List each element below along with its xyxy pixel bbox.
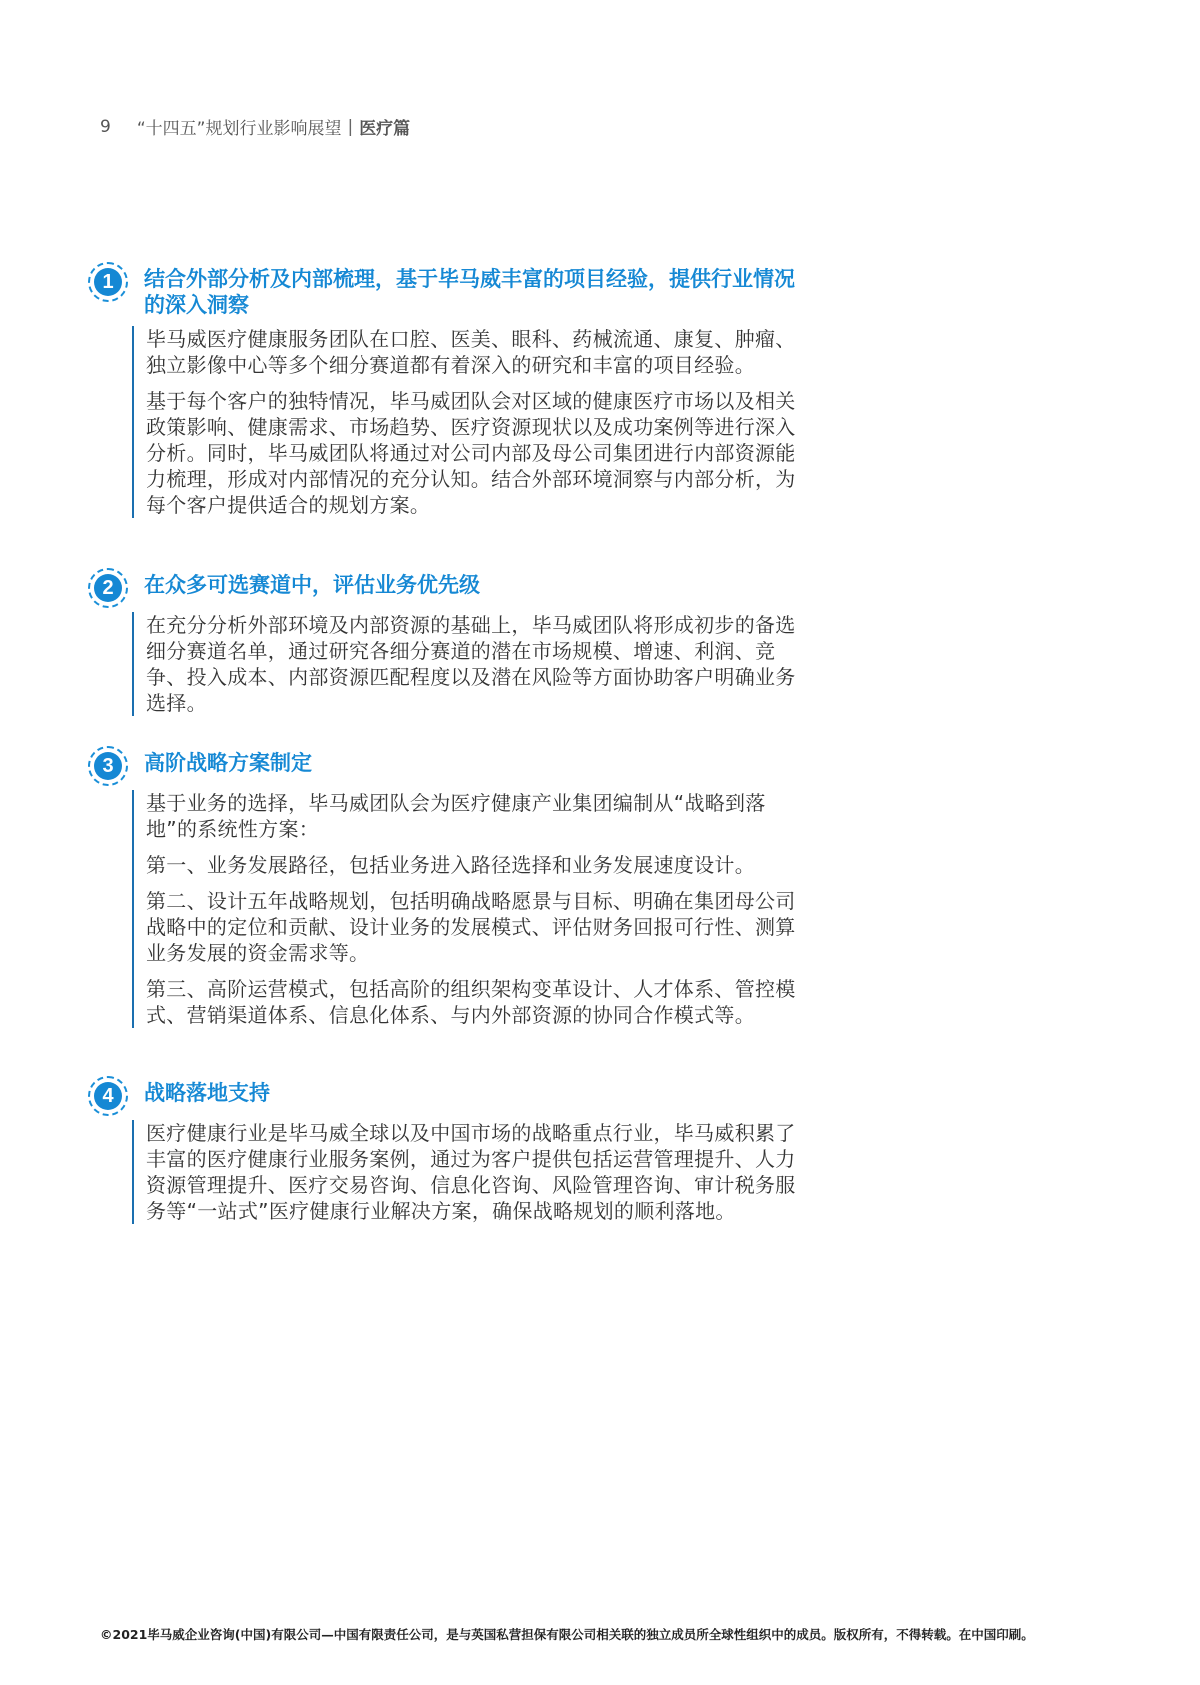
step-number-1: 1 — [94, 268, 122, 296]
step-body-2 — [132, 612, 804, 716]
step-title-1: 结合外部分析及内部梳理，基于毕马威丰富的项目经验，提供行业情况的深入洞察 — [144, 267, 795, 317]
step-number-3: 3 — [94, 752, 122, 780]
step-badge-4 — [88, 1076, 132, 1120]
copyright-footer: ©2021毕马威企业咨询(中国)有限公司—中国有限责任公司，是与英国私营担保有限公司相关联的独立成员所全球性组织中的成员。版权所有，不得转载。在中国印刷。 — [100, 1627, 1034, 1642]
step-title-2: 在众多可选赛道中，评估业务优先级 — [144, 573, 480, 597]
step-badge-1 — [88, 262, 132, 306]
page-header — [100, 114, 410, 139]
page-number: 9 — [100, 116, 111, 137]
step-title-3: 高阶战略方案制定 — [144, 751, 312, 775]
report-title: “十四五”规划行业影响展望 — [136, 119, 342, 139]
step-2-paragraph-1: 在充分分析外部环境及内部资源的基础上，毕马威团队将形成初步的备选细分赛道名单，通过研究各细分赛道的潜在市场规模、增速、利润、竞争、投入成本、内部资源匹配程度以及潜在风险等方面协助客户明确业务选择。 — [146, 613, 796, 715]
step-3-paragraph-2: 第一、业务发展路径，包括业务进入路径选择和业务发展速度设计。 — [146, 853, 755, 877]
step-title-4: 战略落地支持 — [144, 1081, 270, 1105]
step-3-paragraph-4: 第三、高阶运营模式，包括高阶的组织架构变革设计、人才体系、管控模式、营销渠道体系、信息化体系、与内外部资源的协同合作模式等。 — [146, 977, 796, 1027]
step-1-paragraph-1: 毕马威医疗健康服务团队在口腔、医美、眼科、药械流通、康复、肿瘤、独立影像中心等多个细分赛道都有着深入的研究和丰富的项目经验。 — [146, 327, 796, 377]
step-badge-2 — [88, 568, 132, 612]
step-4-paragraph-1: 医疗健康行业是毕马威全球以及中国市场的战略重点行业，毕马威积累了丰富的医疗健康行业服务案例，通过为客户提供包括运营管理提升、人力资源管理提升、医疗交易咨询、信息化咨询、风险管理咨询、审计税务服务等“一站式”医疗健康行业解决方案，确保战略规划的顺利落地。 — [146, 1121, 796, 1223]
step-number-2: 2 — [94, 574, 122, 602]
step-3-paragraph-3: 第二、设计五年战略规划，包括明确战略愿景与目标、明确在集团母公司战略中的定位和贡献、设计业务的发展模式、评估财务回报可行性、测算业务发展的资金需求等。 — [146, 889, 796, 965]
step-1-paragraph-2: 基于每个客户的独特情况，毕马威团队会对区域的健康医疗市场以及相关政策影响、健康需求、市场趋势、医疗资源现状以及成功案例等进行深入分析。同时，毕马威团队将通过对公司内部及母公司集团进行内部资源能力梳理，形成对内部情况的充分认知。结合外部环境洞察与内部分析，为每个客户提供适合的规划方案。 — [146, 389, 796, 517]
step-3-paragraph-1: 基于业务的选择，毕马威团队会为医疗健康产业集团编制从“战略到落地”的系统性方案： — [146, 791, 766, 841]
step-body-3 — [132, 790, 804, 1028]
header-separator: | — [347, 116, 354, 137]
step-number-4: 4 — [94, 1082, 122, 1110]
step-item-3 — [88, 746, 808, 1046]
step-body-1 — [132, 326, 804, 518]
step-badge-3 — [88, 746, 132, 790]
section-name: 医疗篇 — [359, 119, 411, 139]
step-item-1 — [88, 262, 808, 542]
step-item-4 — [88, 1076, 808, 1256]
step-item-2 — [88, 568, 808, 718]
step-body-4 — [132, 1120, 804, 1224]
